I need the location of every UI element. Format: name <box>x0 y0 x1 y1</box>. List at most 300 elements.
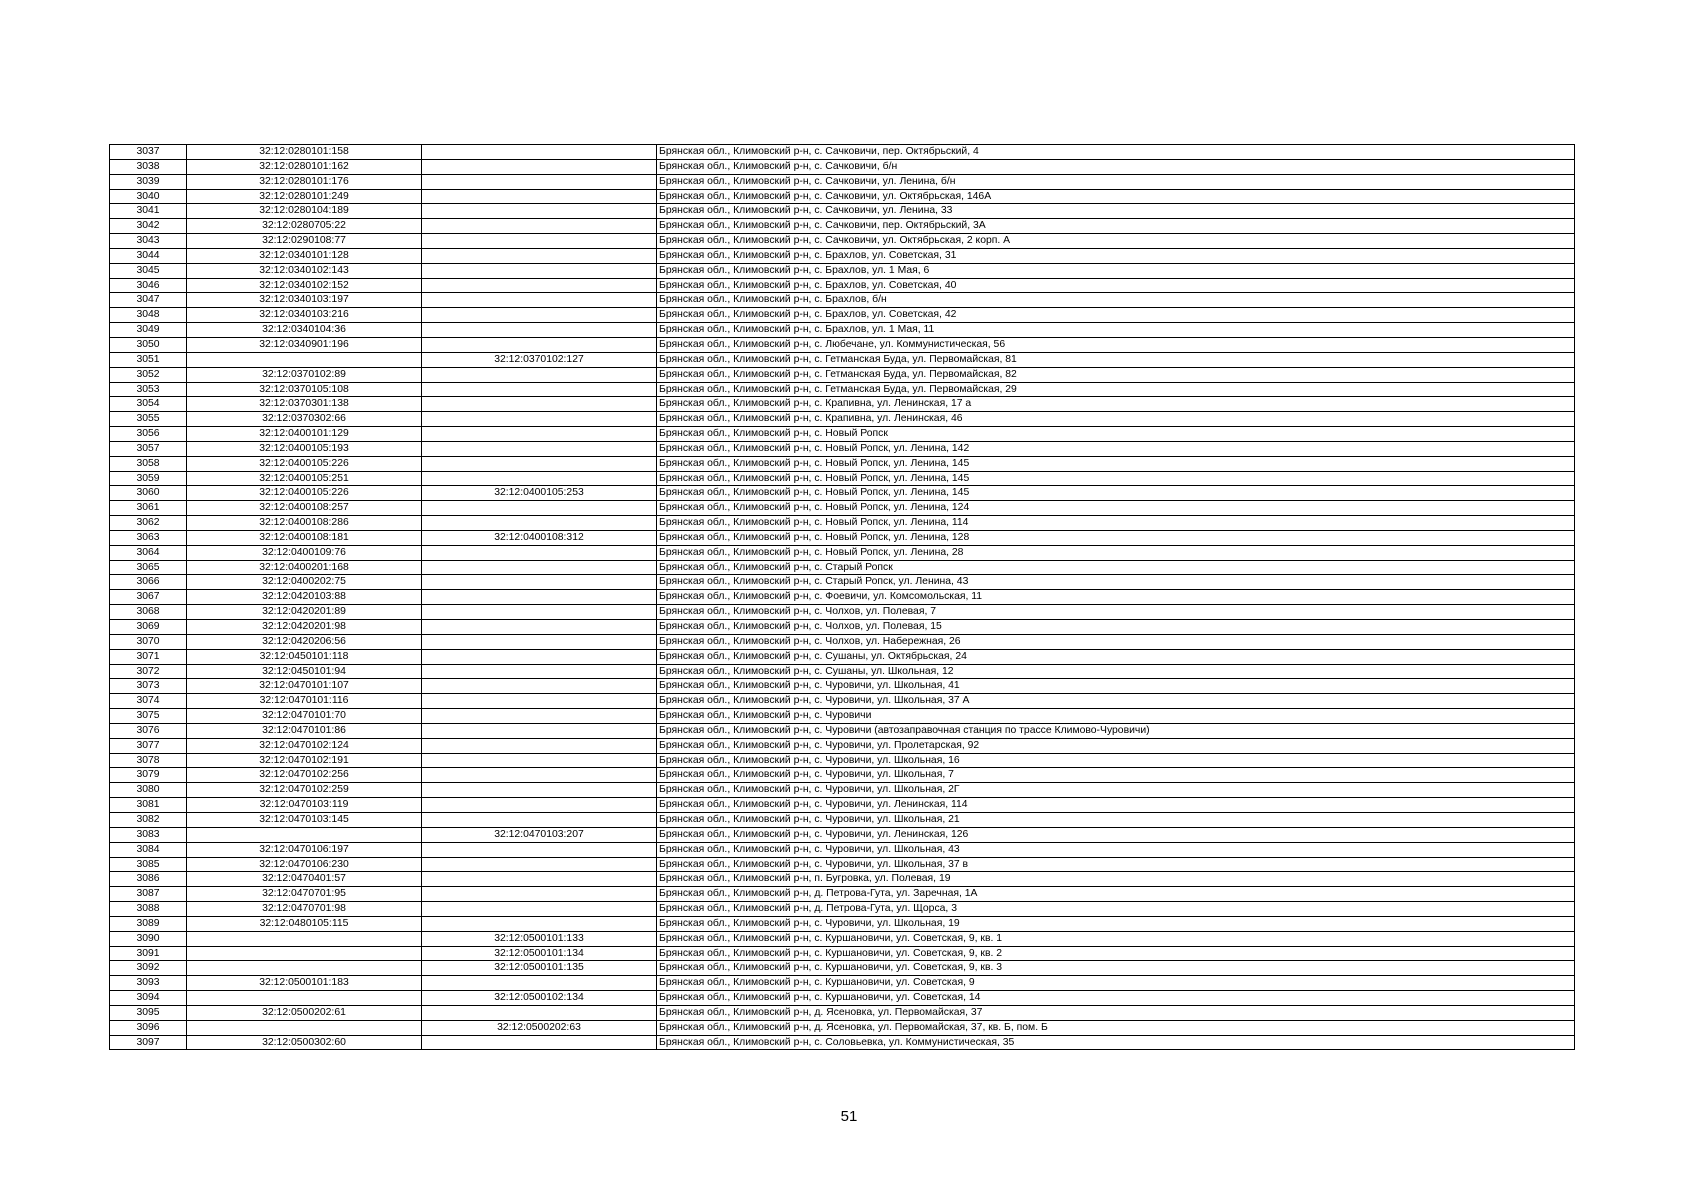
address-cell: Брянская обл., Климовский р-н, с. Куршановичи, ул. Советская, 9 <box>657 976 1575 991</box>
address-cell: Брянская обл., Климовский р-н, с. Новый Ропск, ул. Ленина, 114 <box>657 516 1575 531</box>
row-number-cell: 3082 <box>110 812 187 827</box>
secondary-cadastral-number-cell: 32:12:0370102:127 <box>422 352 657 367</box>
address-cell: Брянская обл., Климовский р-н, с. Сачковичи, пер. Октябрьский, 3А <box>657 219 1575 234</box>
row-number-cell: 3083 <box>110 827 187 842</box>
cadastral-number-cell: 32:12:0400105:251 <box>187 471 422 486</box>
table-row <box>110 397 1575 412</box>
row-number-cell: 3062 <box>110 516 187 531</box>
address-cell: Брянская обл., Климовский р-н, с. Брахлов, б/н <box>657 293 1575 308</box>
secondary-cadastral-number-cell <box>422 812 657 827</box>
row-number-cell: 3042 <box>110 219 187 234</box>
secondary-cadastral-number-cell: 32:12:0400105:253 <box>422 486 657 501</box>
cadastral-number-cell <box>187 1020 422 1035</box>
address-cell: Брянская обл., Климовский р-н, с. Старый Ропск <box>657 560 1575 575</box>
table-row <box>110 783 1575 798</box>
address-cell: Брянская обл., Климовский р-н, с. Чуровичи, ул. Ленинская, 114 <box>657 798 1575 813</box>
secondary-cadastral-number-cell <box>422 679 657 694</box>
row-number-cell: 3051 <box>110 352 187 367</box>
table-row <box>110 545 1575 560</box>
address-cell: Брянская обл., Климовский р-н, с. Чуровичи, ул. Школьная, 16 <box>657 753 1575 768</box>
table-row <box>110 1020 1575 1035</box>
table-row <box>110 575 1575 590</box>
address-cell: Брянская обл., Климовский р-н, с. Любечане, ул. Коммунистическая, 56 <box>657 337 1575 352</box>
secondary-cadastral-number-cell <box>422 916 657 931</box>
table-row <box>110 842 1575 857</box>
cadastral-number-cell: 32:12:0420103:88 <box>187 590 422 605</box>
row-number-cell: 3086 <box>110 872 187 887</box>
secondary-cadastral-number-cell <box>422 145 657 160</box>
row-number-cell: 3050 <box>110 337 187 352</box>
table-row <box>110 1035 1575 1050</box>
secondary-cadastral-number-cell <box>422 159 657 174</box>
row-number-cell: 3052 <box>110 367 187 382</box>
cadastral-number-cell: 32:12:0500101:183 <box>187 976 422 991</box>
cadastral-number-cell: 32:12:0340901:196 <box>187 337 422 352</box>
cadastral-number-cell <box>187 961 422 976</box>
secondary-cadastral-number-cell <box>422 412 657 427</box>
cadastral-number-cell: 32:12:0470102:191 <box>187 753 422 768</box>
secondary-cadastral-number-cell <box>422 842 657 857</box>
row-number-cell: 3078 <box>110 753 187 768</box>
row-number-cell: 3097 <box>110 1035 187 1050</box>
table-row <box>110 709 1575 724</box>
cadastral-number-cell: 32:12:0400105:226 <box>187 486 422 501</box>
row-number-cell: 3063 <box>110 530 187 545</box>
cadastral-number-cell: 32:12:0340104:36 <box>187 323 422 338</box>
secondary-cadastral-number-cell <box>422 382 657 397</box>
cadastral-number-cell: 32:12:0470103:145 <box>187 812 422 827</box>
row-number-cell: 3095 <box>110 1005 187 1020</box>
cadastral-number-cell: 32:12:0420206:56 <box>187 634 422 649</box>
row-number-cell: 3074 <box>110 694 187 709</box>
cadastral-number-cell: 32:12:0470101:86 <box>187 723 422 738</box>
secondary-cadastral-number-cell <box>422 575 657 590</box>
cadastral-number-cell: 32:12:0400105:226 <box>187 456 422 471</box>
table-row <box>110 961 1575 976</box>
row-number-cell: 3071 <box>110 649 187 664</box>
cadastral-number-cell: 32:12:0340101:128 <box>187 248 422 263</box>
row-number-cell: 3091 <box>110 946 187 961</box>
secondary-cadastral-number-cell <box>422 872 657 887</box>
table-row <box>110 738 1575 753</box>
cadastral-number-cell: 32:12:0280101:162 <box>187 159 422 174</box>
table-row <box>110 189 1575 204</box>
row-number-cell: 3080 <box>110 783 187 798</box>
cadastral-number-cell: 32:12:0420201:98 <box>187 620 422 635</box>
secondary-cadastral-number-cell <box>422 768 657 783</box>
address-cell: Брянская обл., Климовский р-н, п. Бугровка, ул. Полевая, 19 <box>657 872 1575 887</box>
table-row <box>110 293 1575 308</box>
secondary-cadastral-number-cell <box>422 248 657 263</box>
cadastral-number-cell: 32:12:0400108:257 <box>187 501 422 516</box>
secondary-cadastral-number-cell <box>422 545 657 560</box>
cadastral-number-cell: 32:12:0500302:60 <box>187 1035 422 1050</box>
secondary-cadastral-number-cell <box>422 204 657 219</box>
secondary-cadastral-number-cell <box>422 397 657 412</box>
address-cell: Брянская обл., Климовский р-н, с. Чуровичи, ул. Ленинская, 126 <box>657 827 1575 842</box>
row-number-cell: 3054 <box>110 397 187 412</box>
row-number-cell: 3070 <box>110 634 187 649</box>
cadastral-number-cell <box>187 946 422 961</box>
secondary-cadastral-number-cell <box>422 293 657 308</box>
secondary-cadastral-number-cell <box>422 278 657 293</box>
table-row <box>110 590 1575 605</box>
address-cell: Брянская обл., Климовский р-н, с. Брахлов, ул. 1 Мая, 6 <box>657 263 1575 278</box>
address-cell: Брянская обл., Климовский р-н, с. Чуровичи <box>657 709 1575 724</box>
address-cell: Брянская обл., Климовский р-н, с. Чуровичи, ул. Пролетарская, 92 <box>657 738 1575 753</box>
cadastral-number-cell: 32:12:0470103:119 <box>187 798 422 813</box>
cadastral-number-cell: 32:12:0500202:61 <box>187 1005 422 1020</box>
cadastral-number-cell: 32:12:0480105:115 <box>187 916 422 931</box>
table-row <box>110 530 1575 545</box>
secondary-cadastral-number-cell <box>422 308 657 323</box>
row-number-cell: 3073 <box>110 679 187 694</box>
table-row <box>110 649 1575 664</box>
row-number-cell: 3089 <box>110 916 187 931</box>
address-cell: Брянская обл., Климовский р-н, с. Чуровичи, ул. Школьная, 37 А <box>657 694 1575 709</box>
address-cell: Брянская обл., Климовский р-н, с. Чуровичи, ул. Школьная, 19 <box>657 916 1575 931</box>
table-row <box>110 234 1575 249</box>
address-cell: Брянская обл., Климовский р-н, с. Крапивна, ул. Ленинская, 17 а <box>657 397 1575 412</box>
secondary-cadastral-number-cell <box>422 560 657 575</box>
table-row <box>110 337 1575 352</box>
address-cell: Брянская обл., Климовский р-н, с. Чуровичи, ул. Школьная, 7 <box>657 768 1575 783</box>
row-number-cell: 3068 <box>110 605 187 620</box>
row-number-cell: 3077 <box>110 738 187 753</box>
address-cell: Брянская обл., Климовский р-н, с. Новый Ропск, ул. Ленина, 28 <box>657 545 1575 560</box>
row-number-cell: 3092 <box>110 961 187 976</box>
address-cell: Брянская обл., Климовский р-н, с. Куршановичи, ул. Советская, 9, кв. 1 <box>657 931 1575 946</box>
cadastral-number-cell: 32:12:0400109:76 <box>187 545 422 560</box>
cadastral-number-cell: 32:12:0280101:158 <box>187 145 422 160</box>
address-cell: Брянская обл., Климовский р-н, с. Чуровичи, ул. Школьная, 37 в <box>657 857 1575 872</box>
secondary-cadastral-number-cell <box>422 456 657 471</box>
table-row <box>110 308 1575 323</box>
table-row <box>110 145 1575 160</box>
table-row <box>110 753 1575 768</box>
table-row <box>110 931 1575 946</box>
table-row <box>110 723 1575 738</box>
cadastral-number-cell: 32:12:0470101:70 <box>187 709 422 724</box>
row-number-cell: 3069 <box>110 620 187 635</box>
row-number-cell: 3081 <box>110 798 187 813</box>
secondary-cadastral-number-cell: 32:12:0470103:207 <box>422 827 657 842</box>
address-cell: Брянская обл., Климовский р-н, с. Куршановичи, ул. Советская, 14 <box>657 991 1575 1006</box>
secondary-cadastral-number-cell <box>422 605 657 620</box>
cadastral-number-cell: 32:12:0340103:197 <box>187 293 422 308</box>
cadastral-number-cell: 32:12:0470102:256 <box>187 768 422 783</box>
secondary-cadastral-number-cell <box>422 649 657 664</box>
row-number-cell: 3084 <box>110 842 187 857</box>
row-number-cell: 3088 <box>110 902 187 917</box>
table-row <box>110 560 1575 575</box>
cadastral-number-cell: 32:12:0280101:249 <box>187 189 422 204</box>
table-row <box>110 768 1575 783</box>
row-number-cell: 3085 <box>110 857 187 872</box>
secondary-cadastral-number-cell <box>422 1035 657 1050</box>
address-cell: Брянская обл., Климовский р-н, с. Брахлов, ул. Советская, 40 <box>657 278 1575 293</box>
address-cell: Брянская обл., Климовский р-н, с. Чуровичи (автозаправочная станция по трассе Климово-Чуровичи) <box>657 723 1575 738</box>
table-row <box>110 471 1575 486</box>
cadastral-number-cell: 32:12:0400201:168 <box>187 560 422 575</box>
address-cell: Брянская обл., Климовский р-н, с. Соловьевка, ул. Коммунистическая, 35 <box>657 1035 1575 1050</box>
cadastral-number-cell: 32:12:0400202:75 <box>187 575 422 590</box>
row-number-cell: 3079 <box>110 768 187 783</box>
row-number-cell: 3066 <box>110 575 187 590</box>
row-number-cell: 3090 <box>110 931 187 946</box>
row-number-cell: 3040 <box>110 189 187 204</box>
secondary-cadastral-number-cell <box>422 219 657 234</box>
cadastral-number-cell: 32:12:0340102:152 <box>187 278 422 293</box>
row-number-cell: 3058 <box>110 456 187 471</box>
row-number-cell: 3047 <box>110 293 187 308</box>
address-cell: Брянская обл., Климовский р-н, с. Сачковичи, пер. Октябрьский, 4 <box>657 145 1575 160</box>
secondary-cadastral-number-cell <box>422 471 657 486</box>
cadastral-number-cell: 32:12:0280705:22 <box>187 219 422 234</box>
table-row <box>110 204 1575 219</box>
table-row <box>110 946 1575 961</box>
secondary-cadastral-number-cell <box>422 189 657 204</box>
table-row <box>110 605 1575 620</box>
address-cell: Брянская обл., Климовский р-н, с. Брахлов, ул. Советская, 42 <box>657 308 1575 323</box>
address-cell: Брянская обл., Климовский р-н, с. Чолхов, ул. Набережная, 26 <box>657 634 1575 649</box>
address-cell: Брянская обл., Климовский р-н, с. Чуровичи, ул. Школьная, 21 <box>657 812 1575 827</box>
cadastral-number-cell: 32:12:0370301:138 <box>187 397 422 412</box>
table-row <box>110 278 1575 293</box>
row-number-cell: 3057 <box>110 441 187 456</box>
address-cell: Брянская обл., Климовский р-н, с. Новый Ропск, ул. Ленина, 142 <box>657 441 1575 456</box>
address-cell: Брянская обл., Климовский р-н, с. Новый Ропск, ул. Ленина, 128 <box>657 530 1575 545</box>
row-number-cell: 3043 <box>110 234 187 249</box>
address-cell: Брянская обл., Климовский р-н, с. Брахлов, ул. Советская, 31 <box>657 248 1575 263</box>
table-row <box>110 991 1575 1006</box>
secondary-cadastral-number-cell <box>422 263 657 278</box>
table-row <box>110 427 1575 442</box>
address-cell: Брянская обл., Климовский р-н, д. Петрова-Гута, ул. Заречная, 1А <box>657 887 1575 902</box>
address-cell: Брянская обл., Климовский р-н, с. Крапивна, ул. Ленинская, 46 <box>657 412 1575 427</box>
table-row <box>110 694 1575 709</box>
secondary-cadastral-number-cell <box>422 427 657 442</box>
row-number-cell: 3048 <box>110 308 187 323</box>
address-cell: Брянская обл., Климовский р-н, д. Петрова-Гута, ул. Щорса, 3 <box>657 902 1575 917</box>
secondary-cadastral-number-cell <box>422 783 657 798</box>
cadastral-number-cell: 32:12:0370102:89 <box>187 367 422 382</box>
cadastral-number-cell: 32:12:0370105:108 <box>187 382 422 397</box>
address-cell: Брянская обл., Климовский р-н, с. Сачковичи, ул. Октябрьская, 146А <box>657 189 1575 204</box>
cadastral-number-cell: 32:12:0470701:95 <box>187 887 422 902</box>
table-row <box>110 219 1575 234</box>
address-cell: Брянская обл., Климовский р-н, с. Сачковичи, ул. Ленина, б/н <box>657 174 1575 189</box>
table-row <box>110 798 1575 813</box>
address-cell: Брянская обл., Климовский р-н, д. Ясеновка, ул. Первомайская, 37, кв. Б, пом. Б <box>657 1020 1575 1035</box>
address-cell: Брянская обл., Климовский р-н, с. Куршановичи, ул. Советская, 9, кв. 2 <box>657 946 1575 961</box>
table-row <box>110 516 1575 531</box>
cadastral-number-cell: 32:12:0400108:181 <box>187 530 422 545</box>
secondary-cadastral-number-cell: 32:12:0500202:63 <box>422 1020 657 1035</box>
row-number-cell: 3093 <box>110 976 187 991</box>
cadastral-number-cell: 32:12:0470106:197 <box>187 842 422 857</box>
cadastral-number-cell: 32:12:0400105:193 <box>187 441 422 456</box>
cadastral-number-cell: 32:12:0340102:143 <box>187 263 422 278</box>
secondary-cadastral-number-cell <box>422 709 657 724</box>
table-row <box>110 323 1575 338</box>
table-row <box>110 367 1575 382</box>
row-number-cell: 3038 <box>110 159 187 174</box>
secondary-cadastral-number-cell <box>422 441 657 456</box>
secondary-cadastral-number-cell <box>422 976 657 991</box>
cadastral-number-cell: 32:12:0450101:94 <box>187 664 422 679</box>
address-cell: Брянская обл., Климовский р-н, с. Чуровичи, ул. Школьная, 43 <box>657 842 1575 857</box>
address-cell: Брянская обл., Климовский р-н, с. Новый Ропск <box>657 427 1575 442</box>
secondary-cadastral-number-cell: 32:12:0500102:134 <box>422 991 657 1006</box>
secondary-cadastral-number-cell <box>422 902 657 917</box>
secondary-cadastral-number-cell <box>422 753 657 768</box>
page-number: 51 <box>840 1108 858 1125</box>
table-row <box>110 976 1575 991</box>
table-row <box>110 887 1575 902</box>
table-row <box>110 441 1575 456</box>
secondary-cadastral-number-cell <box>422 174 657 189</box>
address-cell: Брянская обл., Климовский р-н, д. Ясеновка, ул. Первомайская, 37 <box>657 1005 1575 1020</box>
secondary-cadastral-number-cell <box>422 234 657 249</box>
cadastral-number-cell: 32:12:0400108:286 <box>187 516 422 531</box>
cadastral-number-cell: 32:12:0470101:116 <box>187 694 422 709</box>
secondary-cadastral-number-cell: 32:12:0500101:133 <box>422 931 657 946</box>
row-number-cell: 3041 <box>110 204 187 219</box>
secondary-cadastral-number-cell <box>422 323 657 338</box>
cadastral-number-cell: 32:12:0370302:66 <box>187 412 422 427</box>
table-row <box>110 174 1575 189</box>
secondary-cadastral-number-cell <box>422 1005 657 1020</box>
secondary-cadastral-number-cell <box>422 694 657 709</box>
row-number-cell: 3072 <box>110 664 187 679</box>
row-number-cell: 3075 <box>110 709 187 724</box>
table-row <box>110 456 1575 471</box>
cadastral-number-cell: 32:12:0470102:259 <box>187 783 422 798</box>
cadastral-number-cell <box>187 991 422 1006</box>
row-number-cell: 3045 <box>110 263 187 278</box>
table-row <box>110 857 1575 872</box>
address-cell: Брянская обл., Климовский р-н, с. Сушаны, ул. Октябрьская, 24 <box>657 649 1575 664</box>
cadastral-number-cell: 32:12:0420201:89 <box>187 605 422 620</box>
secondary-cadastral-number-cell: 32:12:0500101:135 <box>422 961 657 976</box>
row-number-cell: 3059 <box>110 471 187 486</box>
row-number-cell: 3049 <box>110 323 187 338</box>
secondary-cadastral-number-cell <box>422 738 657 753</box>
cadastral-number-cell: 32:12:0450101:118 <box>187 649 422 664</box>
address-cell: Брянская обл., Климовский р-н, с. Новый Ропск, ул. Ленина, 124 <box>657 501 1575 516</box>
registry-table-body <box>110 145 1575 1050</box>
address-cell: Брянская обл., Климовский р-н, с. Сачковичи, ул. Октябрьская, 2 корп. А <box>657 234 1575 249</box>
secondary-cadastral-number-cell <box>422 857 657 872</box>
secondary-cadastral-number-cell <box>422 337 657 352</box>
row-number-cell: 3060 <box>110 486 187 501</box>
table-row <box>110 412 1575 427</box>
address-cell: Брянская обл., Климовский р-н, с. Брахлов, ул. 1 Мая, 11 <box>657 323 1575 338</box>
secondary-cadastral-number-cell <box>422 887 657 902</box>
cadastral-number-cell <box>187 827 422 842</box>
cadastral-number-cell <box>187 931 422 946</box>
row-number-cell: 3061 <box>110 501 187 516</box>
address-cell: Брянская обл., Климовский р-н, с. Сачковичи, ул. Ленина, 33 <box>657 204 1575 219</box>
cadastral-number-cell: 32:12:0280101:176 <box>187 174 422 189</box>
address-cell: Брянская обл., Климовский р-н, с. Гетманская Буда, ул. Первомайская, 81 <box>657 352 1575 367</box>
table-row <box>110 486 1575 501</box>
table-row <box>110 352 1575 367</box>
cadastral-number-cell: 32:12:0470701:98 <box>187 902 422 917</box>
cadastral-number-cell: 32:12:0470106:230 <box>187 857 422 872</box>
table-row <box>110 620 1575 635</box>
registry-table <box>109 144 1575 1050</box>
secondary-cadastral-number-cell: 32:12:0500101:134 <box>422 946 657 961</box>
table-row <box>110 827 1575 842</box>
table-row <box>110 248 1575 263</box>
table-row <box>110 634 1575 649</box>
table-row <box>110 159 1575 174</box>
row-number-cell: 3037 <box>110 145 187 160</box>
address-cell: Брянская обл., Климовский р-н, с. Гетманская Буда, ул. Первомайская, 29 <box>657 382 1575 397</box>
table-row <box>110 501 1575 516</box>
cadastral-number-cell: 32:12:0470401:57 <box>187 872 422 887</box>
address-cell: Брянская обл., Климовский р-н, с. Куршановичи, ул. Советская, 9, кв. 3 <box>657 961 1575 976</box>
address-cell: Брянская обл., Климовский р-н, с. Чолхов, ул. Полевая, 7 <box>657 605 1575 620</box>
address-cell: Брянская обл., Климовский р-н, с. Фоевичи, ул. Комсомольская, 11 <box>657 590 1575 605</box>
address-cell: Брянская обл., Климовский р-н, с. Чуровичи, ул. Школьная, 2Г <box>657 783 1575 798</box>
table-row <box>110 916 1575 931</box>
row-number-cell: 3044 <box>110 248 187 263</box>
address-cell: Брянская обл., Климовский р-н, с. Чуровичи, ул. Школьная, 41 <box>657 679 1575 694</box>
address-cell: Брянская обл., Климовский р-н, с. Гетманская Буда, ул. Первомайская, 82 <box>657 367 1575 382</box>
table-row <box>110 1005 1575 1020</box>
row-number-cell: 3055 <box>110 412 187 427</box>
row-number-cell: 3096 <box>110 1020 187 1035</box>
table-row <box>110 382 1575 397</box>
address-cell: Брянская обл., Климовский р-н, с. Сачковичи, б/н <box>657 159 1575 174</box>
cadastral-number-cell: 32:12:0280104:189 <box>187 204 422 219</box>
row-number-cell: 3094 <box>110 991 187 1006</box>
row-number-cell: 3039 <box>110 174 187 189</box>
address-cell: Брянская обл., Климовский р-н, с. Новый Ропск, ул. Ленина, 145 <box>657 486 1575 501</box>
table-row <box>110 263 1575 278</box>
address-cell: Брянская обл., Климовский р-н, с. Чолхов, ул. Полевая, 15 <box>657 620 1575 635</box>
secondary-cadastral-number-cell <box>422 798 657 813</box>
cadastral-number-cell <box>187 352 422 367</box>
table-row <box>110 679 1575 694</box>
secondary-cadastral-number-cell <box>422 516 657 531</box>
secondary-cadastral-number-cell <box>422 620 657 635</box>
cadastral-number-cell: 32:12:0470101:107 <box>187 679 422 694</box>
secondary-cadastral-number-cell <box>422 367 657 382</box>
secondary-cadastral-number-cell: 32:12:0400108:312 <box>422 530 657 545</box>
row-number-cell: 3056 <box>110 427 187 442</box>
row-number-cell: 3087 <box>110 887 187 902</box>
row-number-cell: 3076 <box>110 723 187 738</box>
cadastral-number-cell: 32:12:0340103:216 <box>187 308 422 323</box>
secondary-cadastral-number-cell <box>422 723 657 738</box>
cadastral-number-cell: 32:12:0400101:129 <box>187 427 422 442</box>
secondary-cadastral-number-cell <box>422 634 657 649</box>
address-cell: Брянская обл., Климовский р-н, с. Сушаны, ул. Школьная, 12 <box>657 664 1575 679</box>
cadastral-number-cell: 32:12:0470102:124 <box>187 738 422 753</box>
row-number-cell: 3053 <box>110 382 187 397</box>
table-row <box>110 812 1575 827</box>
row-number-cell: 3064 <box>110 545 187 560</box>
address-cell: Брянская обл., Климовский р-н, с. Новый Ропск, ул. Ленина, 145 <box>657 471 1575 486</box>
row-number-cell: 3046 <box>110 278 187 293</box>
address-cell: Брянская обл., Климовский р-н, с. Новый Ропск, ул. Ленина, 145 <box>657 456 1575 471</box>
address-cell: Брянская обл., Климовский р-н, с. Старый Ропск, ул. Ленина, 43 <box>657 575 1575 590</box>
row-number-cell: 3065 <box>110 560 187 575</box>
